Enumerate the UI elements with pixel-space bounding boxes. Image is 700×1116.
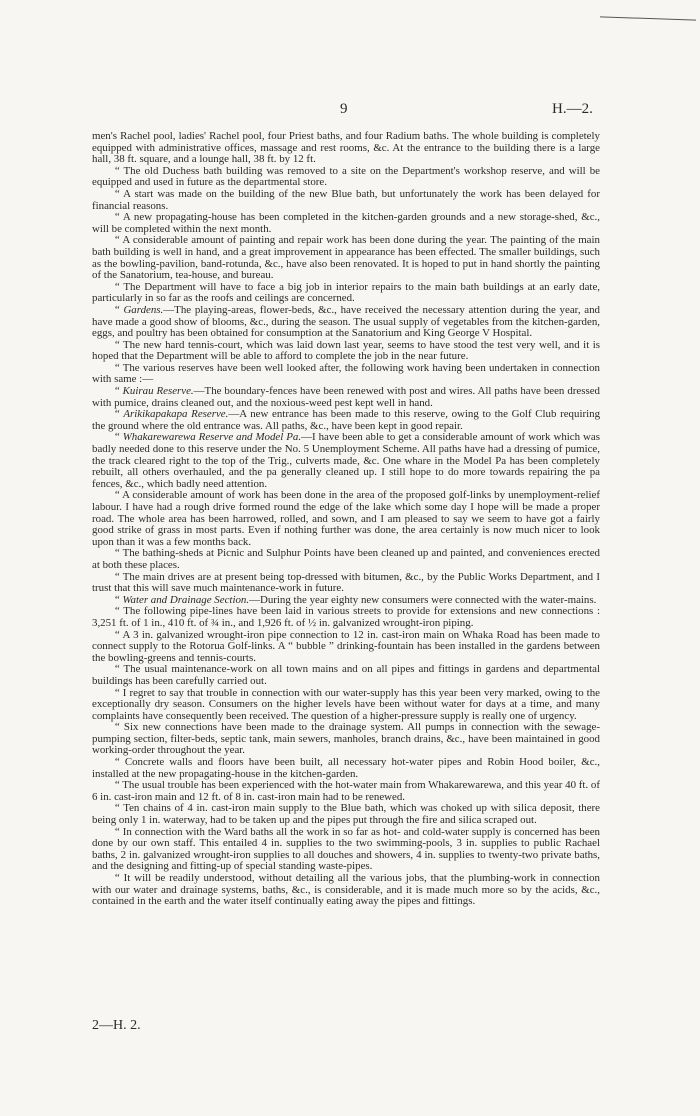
paragraph-text: men's Rachel pool, ladies' Rachel pool, four Priest baths, and four Radium baths. The whole building is completely equipped with administrative offices, massage and rest rooms, &c. At the entrance to the building there is a large hall, 38 ft. square, and a lounge hall, 38 ft. by 12 ft. xyxy=(92,130,600,166)
paragraph-text: —The playing-areas, flower-beds, &c., have received the necessary attention during the year, and have made a good show of blooms, &c., during the season. The usual supply of vegetables from the kitchen-garden, eggs, and poultry has been obtained for consumption at the Sanatorium and King George V Hospital. xyxy=(92,303,601,340)
paragraph-text: “ A considerable amount of painting and repair work has been done during the year. The painting of the main bath building is well in hand, and a great improvement in appearance has been effected. The smaller buildings, such as the bowling-pavilion, band-rotunda, &c., have also been renovated. It is hoped to put in hand shortly the painting of the Sanatorium, tea-house, and bureau. xyxy=(92,234,600,282)
body-paragraph xyxy=(92,664,600,687)
quote-mark: “ xyxy=(114,303,124,316)
paragraph-text: “ A new propagating-house has been completed in the kitchen-garden grounds and a new storage-shed, &c., will be completed within the next month. xyxy=(92,211,600,235)
paragraph-text: “ The usual maintenance-work on all town mains and on all pipes and fittings in gardens and departmental buildings has been carefully carried out. xyxy=(92,663,600,687)
paragraph-text: “ A considerable amount of work has been done in the area of the proposed golf-links by unemployment-relief labour. I have had a rough drive formed round the edge of the lake which some day I hope will be made a proper road. The whole area has been harrowed, rolled, and sown, and I am pleased to say we seem to have got a fairly good strike of grass in most parts. Even if nothing further was done, the area certainly is now much nicer to look upon than it was a few months back. xyxy=(92,489,600,548)
body-paragraph xyxy=(92,688,600,723)
paragraph-text: “ In connection with the Ward baths all the work in so far as hot- and cold-water supply is concerned has been done by our own staff. This entailed 4 in. supplies to the two swimming-pools, 3 in. supplies to public Rachael baths, 2 in. galvanized wrought-iron supplies to all douches and showers, 4 in. supplies to twenty-two private baths, and the designing and fitting-up of special standing waste-pipes. xyxy=(92,825,600,873)
section-heading: Water and Drainage Section. xyxy=(122,593,250,606)
body-paragraph xyxy=(92,409,600,432)
paragraph-text: “ The main drives are at present being top-dressed with bitumen, &c., by the Public Works Department, and I trust that this will save much maintenance-work in future. xyxy=(92,570,600,595)
body-paragraph xyxy=(92,757,600,780)
quote-mark: “ xyxy=(114,408,124,421)
body-paragraph xyxy=(92,189,600,212)
body-paragraph xyxy=(92,490,600,548)
section-heading: Whakarewarewa Reserve and Model Pa. xyxy=(122,431,302,444)
quote-mark: “ xyxy=(114,593,123,606)
page-number: 9 xyxy=(340,101,348,117)
body-paragraph xyxy=(92,827,600,873)
section-heading: Gardens. xyxy=(123,303,164,316)
paragraph-text: “ The usual trouble has been experienced with the hot-water main from Whakarewarewa, and this year 40 ft. of 6 in. cast-iron main and 12 ft. of 8 in. cast-iron main had to be renewed. xyxy=(92,779,600,803)
body-paragraph xyxy=(92,432,600,490)
paragraph-text: “ The new hard tennis-court, which was laid down last year, seems to have stood the test very well, and it is hoped that the Department will be able to afford to complete the job in the near future. xyxy=(92,338,600,363)
paragraph-text: —During the year eighty new consumers were connected with the water-mains. xyxy=(249,593,597,606)
paragraph-text: “ I regret to say that trouble in connection with our water-supply has this year been very marked, owing to the exceptionally dry season. Consumers on the higher levels have been without water for days at a time, and many complaints have consequently been received. The question of a higher-pressure supply is really one of urgency. xyxy=(92,686,600,722)
paragraph-text: “ Six new connections have been made to the drainage system. All pumps in connection with the sewage-pumping section, filter-beds, septic tank, main sewers, manholes, branch drains, &c., have been maintained in good working-order throughout the year. xyxy=(92,721,600,757)
paragraph-text: “ The Department will have to face a big job in interior repairs to the main bath buildings at an early date, particularly in so far as the roofs and ceilings are concerned. xyxy=(92,280,600,305)
paragraph-text: —I have been able to get a considerable amount of work which was badly needed done to this reserve under the No. 5 Unemployment Scheme. All paths have had a dressing of pumice, the track cleared right to the top of the Trig., culverts made, &c. One whare in the Model Pa has been completely rebuilt, all others overhauled, and the pa generally cleaned up. I still hope to do more towards repairing the pa fences, &c., which badly need attention. xyxy=(92,431,600,490)
body-paragraph xyxy=(92,340,600,363)
paragraph-text: “ The old Duchess bath building was removed to a site on the Department's workshop reserve, and will be equipped and used in future as the departmental store. xyxy=(92,164,600,189)
body-paragraph xyxy=(92,873,600,908)
body-paragraph xyxy=(92,166,600,189)
paragraph-text: “ The various reserves have been well looked after, the following work having been undertaken in connection with same :— xyxy=(92,361,600,386)
paragraph-text: “ A 3 in. galvanized wrought-iron pipe connection to 12 in. cast-iron main on Whaka Road has been made to connect supply to the Rotorua Golf-links. A “ bubble ” drinking-fountain has been installed in the gardens between the bowling-greens and tennis-courts. xyxy=(92,628,600,664)
quote-mark: “ xyxy=(114,431,123,444)
document-reference: H.—2. xyxy=(552,101,593,117)
body-paragraph xyxy=(92,131,600,166)
body-paragraph xyxy=(92,780,600,803)
report-body xyxy=(92,131,600,908)
body-paragraph xyxy=(92,386,600,409)
body-paragraph xyxy=(92,572,600,595)
body-paragraph xyxy=(92,305,600,340)
paragraph-text: —The boundary-fences have been renewed with post and wires. All paths have been dressed with pumice, drains cleaned out, and the noxious-weed pest kept well in hand. xyxy=(92,385,600,409)
body-paragraph xyxy=(92,803,600,826)
paragraph-text: “ It will be readily understood, without detailing all the various jobs, that the plumbing-work in connection with our water and drainage systems, baths, &c., is considerable, and it is made much more so by the acids, &c., contained in the earth and the water itself continually eating away the pipes and fittings. xyxy=(92,872,600,908)
section-heading: Kuirau Reserve. xyxy=(122,385,194,398)
section-heading: Arikikapakapa Reserve. xyxy=(123,408,229,421)
paragraph-text: “ A start was made on the building of the new Blue bath, but unfortunately the work has been delayed for financial reasons. xyxy=(92,187,600,212)
body-paragraph xyxy=(92,630,600,665)
body-paragraph xyxy=(92,722,600,757)
top-edge-rule xyxy=(600,16,696,20)
quote-mark: “ xyxy=(114,385,123,398)
paragraph-text: “ Concrete walls and floors have been built, all necessary hot-water pipes and Robin Hood boiler, &c., installed at the new propagating-house in the kitchen-garden. xyxy=(92,756,600,780)
paragraph-text: “ Ten chains of 4 in. cast-iron main supply to the Blue bath, which was choked up with silica deposit, there being only 1 in. waterway, had to be taken up and the pipes put through the fire and silica scraped out. xyxy=(92,802,600,827)
page-header xyxy=(0,101,700,121)
body-paragraph xyxy=(92,548,600,571)
body-paragraph xyxy=(92,606,600,629)
paragraph-text: “ The following pipe-lines have been laid in various streets to provide for extensions and new connections : 3,251 ft. of 1 in., 410 ft. of ¾ in., and 1,926 ft. of ½ in. galvanized wrought-iron piping. xyxy=(92,605,600,629)
paragraph-text: —A new entrance has been made to this reserve, owing to the Golf Club requiring the ground where the old entrance was. All paths, &c., have been kept in good repair. xyxy=(92,408,601,432)
body-paragraph xyxy=(92,212,600,235)
paragraph-text: “ The bathing-sheds at Picnic and Sulphur Points have been cleaned up and painted, and conveniences erected at both these places. xyxy=(92,547,600,571)
body-paragraph xyxy=(92,235,600,281)
signature-mark: 2—H. 2. xyxy=(92,1018,141,1033)
body-paragraph xyxy=(92,363,600,386)
body-paragraph xyxy=(92,282,600,305)
